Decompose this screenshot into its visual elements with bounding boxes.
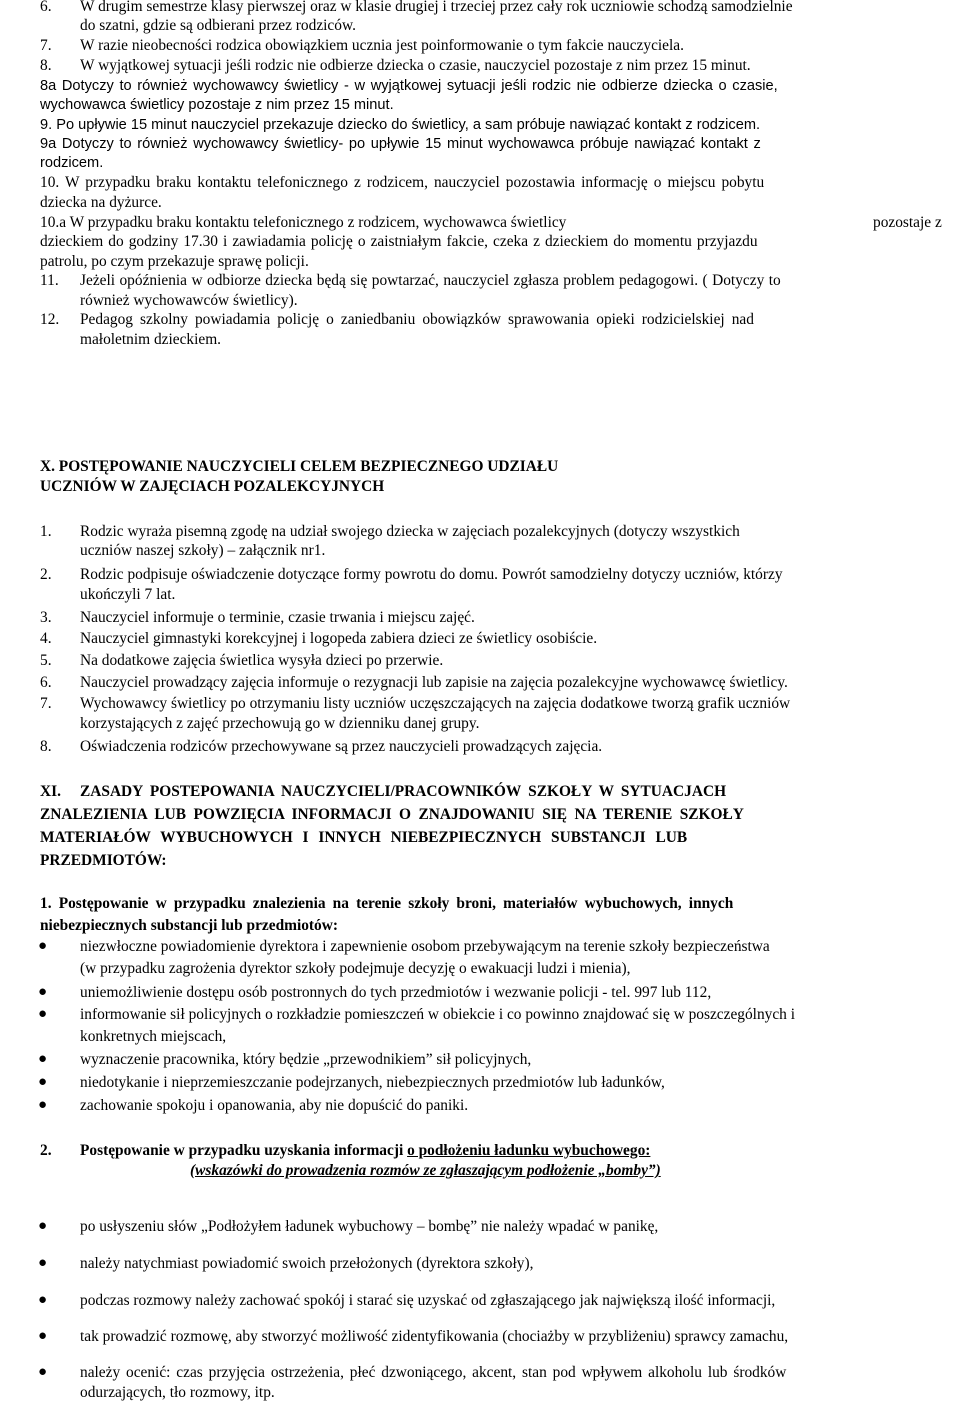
item-9-text: 9. Po upływie 15 minut nauczyciel przekazuje dziecko do świetlicy, a sam próbuje nawiązać kontakt z rodzicem.: [40, 117, 761, 133]
list-item: (w przypadku zagrożenia dyrektor szkoły podejmuje decyzję o ewakuacji ludzi i mienia),: [80, 960, 631, 977]
list-item: wyznaczenie pracownika, który będzie „przewodnikiem” sił policyjnych,: [80, 1051, 532, 1068]
bullet-dot-icon: ●: [38, 1097, 48, 1113]
bullet-dot-icon: ●: [38, 1364, 48, 1380]
list-item-number: 8.: [40, 738, 52, 755]
list-item: Rodzic wyraża pisemną zgodę na udział swojego dziecka w zajęciach pozalekcyjnych (dotyczy wszystkich: [80, 523, 740, 540]
list-item-number: 3.: [40, 609, 52, 626]
section-x-heading-line-2: UCZNIÓW W ZAJĘCIACH POZALEKCYJNYCH: [40, 478, 385, 495]
list-item: tak prowadzić rozmowę, aby stworzyć możliwość zidentyfikowania (chociażby w przybliżeniu) sprawcy zamachu,: [80, 1328, 789, 1345]
list-item-number: 5.: [40, 652, 52, 669]
item-9a-line-1: 9a Dotyczy to również wychowawcy świetlicy- po upływie 15 minut wychowawca próbuje nawiązać kontakt z: [40, 136, 761, 152]
item-10a-line-3: patrolu, po czym przekazuje sprawę policji.: [40, 253, 309, 270]
item-10-line-1: 10. W przypadku braku kontaktu telefonicznego z rodzicem, nauczyciel pozostawia informację o miejscu pobytu: [40, 174, 765, 191]
subsection-1-heading-line-1: 1. Postępowanie w przypadku znalezienia na terenie szkoły broni, materiałów wybuchowych, innych: [40, 895, 734, 912]
list-item: należy ocenić: czas przyjęcia ostrzeżenia, płeć dzwoniącego, akcent, stan pod wpływem alkoholu lub środków: [80, 1364, 787, 1381]
subsection-2-heading-a: Postępowanie w przypadku uzyskania informacji: [80, 1142, 408, 1159]
list-item: należy natychmiast powiadomić swoich przełożonych (dyrektora szkoły),: [80, 1255, 534, 1272]
item-11-line-1: Jeżeli opóźnienia w odbiorze dziecka będą się powtarzać, nauczyciel zgłasza problem pedagogowi. ( Dotyczy to: [80, 272, 781, 289]
list-item: konkretnych miejscach,: [80, 1028, 227, 1045]
item-9a-line-2: rodzicem.: [40, 155, 104, 171]
list-item: uczniów naszej szkoły) – załącznik nr1.: [80, 542, 326, 559]
bullet-dot-icon: ●: [38, 1328, 48, 1344]
subsection-1-heading-line-2: niebezpiecznych substancji lub przedmiotów:: [40, 917, 338, 934]
item-8a-line-1: 8a Dotyczy to również wychowawcy świetlicy - w wyjątkowej sytuacji jeśli rodzic nie odbierze dziecka o czasie,: [40, 78, 778, 94]
list-item: niedotykanie i nieprzemieszczanie podejrzanych, niebezpiecznych przedmiotów lub ładunków,: [80, 1074, 665, 1091]
item-12-number: 12.: [40, 311, 60, 328]
subsection-2-subheading: (wskazówki do prowadzenia rozmów ze zgłaszającym podłożenie „bomby”): [190, 1162, 661, 1179]
bullet-dot-icon: ●: [38, 1218, 48, 1234]
bullet-dot-icon: ●: [38, 1255, 48, 1271]
bullet-dot-icon: ●: [38, 1292, 48, 1308]
bullet-dot-icon: ●: [38, 1006, 48, 1022]
list-item: Nauczyciel prowadzący zajęcia informuje o rezygnacji lub zapisie na zajęcia pozalekcyjne wychowawcę świetlicy.: [80, 674, 788, 691]
bullet-dot-icon: ●: [38, 1051, 48, 1067]
item-6-number: 6.: [40, 0, 52, 15]
subsection-2-heading: [80, 1142, 650, 1161]
list-item: zachowanie spokoju i opanowania, aby nie dopuścić do paniki.: [80, 1097, 469, 1114]
section-xi-heading-line-2: ZNALEZIENIA LUB POWZIĘCIA INFORMACJI O ZNAJDOWANIU SIĘ NA TERENIE SZKOŁY: [40, 806, 744, 823]
list-item: Nauczyciel informuje o terminie, czasie trwania i miejscu zajęć.: [80, 609, 475, 626]
list-item: Na dodatkowe zajęcia świetlica wysyła dzieci po przerwie.: [80, 652, 444, 669]
item-12-line-1: Pedagog szkolny powiadamia policję o zaniedbaniu obowiązków sprawowania opieki rodzicielskiej nad: [80, 311, 754, 328]
item-10a-line-1b: pozostaje z: [873, 214, 942, 231]
list-item: Nauczyciel gimnastyki korekcyjnej i logopeda zabiera dzieci ze świetlicy osobiście.: [80, 630, 598, 647]
item-10-line-2: dziecka na dyżurce.: [40, 194, 162, 211]
list-item: po usłyszeniu słów „Podłożyłem ładunek wybuchowy – bombę” nie należy wpadać w panikę,: [80, 1218, 659, 1235]
section-x-heading-line-1: X. POSTĘPOWANIE NAUCZYCIELI CELEM BEZPIECZNEGO UDZIAŁU: [40, 458, 559, 475]
list-item: Oświadczenia rodziców przechowywane są przez nauczycieli prowadzących zajęcia.: [80, 738, 603, 755]
list-item-number: 2.: [40, 566, 52, 583]
bullet-dot-icon: ●: [38, 938, 48, 954]
list-item: Wychowawcy świetlicy po otrzymaniu listy uczniów uczęszczających na zajęcia dodatkowe tworzą grafik uczniów: [80, 695, 791, 712]
item-12-line-2: małoletnim dzieckiem.: [80, 331, 222, 348]
list-item: informowanie sił policyjnych o rozkładzie pomieszczeń w obiekcie i co powinno znajdować się w poszczególnych i: [80, 1006, 796, 1023]
item-7-number: 7.: [40, 37, 52, 54]
subsection-2-heading-b: o podłożeniu ładunku wybuchowego:: [407, 1142, 651, 1159]
bullet-dot-icon: ●: [38, 1074, 48, 1090]
list-item: korzystających z zajęć przechowują go w dzienniku danej grupy.: [80, 715, 480, 732]
list-item: niezwłoczne powiadomienie dyrektora i zapewnienie osobom przebywającym na terenie szkoły bezpieczeństwa: [80, 938, 770, 955]
list-item: Rodzic podpisuje oświadczenie dotyczące formy powrotu do domu. Powrót samodzielny dotyczy uczniów, którzy: [80, 566, 783, 583]
subsection-2-number: 2.: [40, 1142, 52, 1159]
item-10a-line-2: dzieckiem do godziny 17.30 i zawiadamia policję o zaistniałym fakcie, czeka z dzieckiem do momentu przyjazdu: [40, 233, 758, 250]
item-6-line-2: do szatni, gdzie są odbierani przez rodziców.: [80, 17, 356, 34]
list-item: odurzających, tło rozmowy, itp.: [80, 1384, 275, 1401]
section-xi-heading-line-4: PRZEDMIOTÓW:: [40, 852, 167, 869]
section-xi-heading-line-3: MATERIAŁÓW WYBUCHOWYCH I INNYCH NIEBEZPIECZNYCH SUBSTANCJI LUB: [40, 829, 688, 846]
section-xi-heading-line-1: ZASADY POSTEPOWANIA NAUCZYCIELI/PRACOWNIKÓW SZKOŁY W SYTUACJACH: [80, 783, 727, 800]
item-11-line-2: również wychowawców świetlicy).: [80, 292, 298, 309]
item-10a-line-1a: 10.a W przypadku braku kontaktu telefonicznego z rodzicem, wychowawca świetlicy: [40, 214, 567, 231]
item-8a-line-2: wychowawca świetlicy pozostaje z nim przez 15 minut.: [40, 97, 394, 113]
item-8-number: 8.: [40, 57, 52, 74]
list-item-number: 4.: [40, 630, 52, 647]
section-xi-number: XI.: [40, 783, 61, 800]
item-7-text: W razie nieobecności rodzica obowiązkiem ucznia jest poinformowanie o tym fakcie nauczyciela.: [80, 37, 684, 54]
list-item-number: 6.: [40, 674, 52, 691]
list-item: podczas rozmowy należy zachować spokój i starać się uzyskać od zgłaszającego jak największą ilość informacji,: [80, 1292, 776, 1309]
list-item-number: 7.: [40, 695, 52, 712]
bullet-dot-icon: ●: [38, 984, 48, 1000]
item-8-text: W wyjątkowej sytuacji jeśli rodzic nie odbierze dziecka o czasie, nauczyciel pozostaje z nim przez 15 minut.: [80, 57, 751, 74]
item-6-line-1: W drugim semestrze klasy pierwszej oraz w klasie drugiej i trzeciej przez cały rok uczniowie schodzą samodzielnie: [80, 0, 793, 15]
item-11-number: 11.: [40, 272, 59, 289]
list-item-number: 1.: [40, 523, 52, 540]
list-item: uniemożliwienie dostępu osób postronnych do tych przedmiotów i wezwanie policji - tel. 997 lub 112,: [80, 984, 712, 1001]
list-item: ukończyli 7 lat.: [80, 586, 176, 603]
